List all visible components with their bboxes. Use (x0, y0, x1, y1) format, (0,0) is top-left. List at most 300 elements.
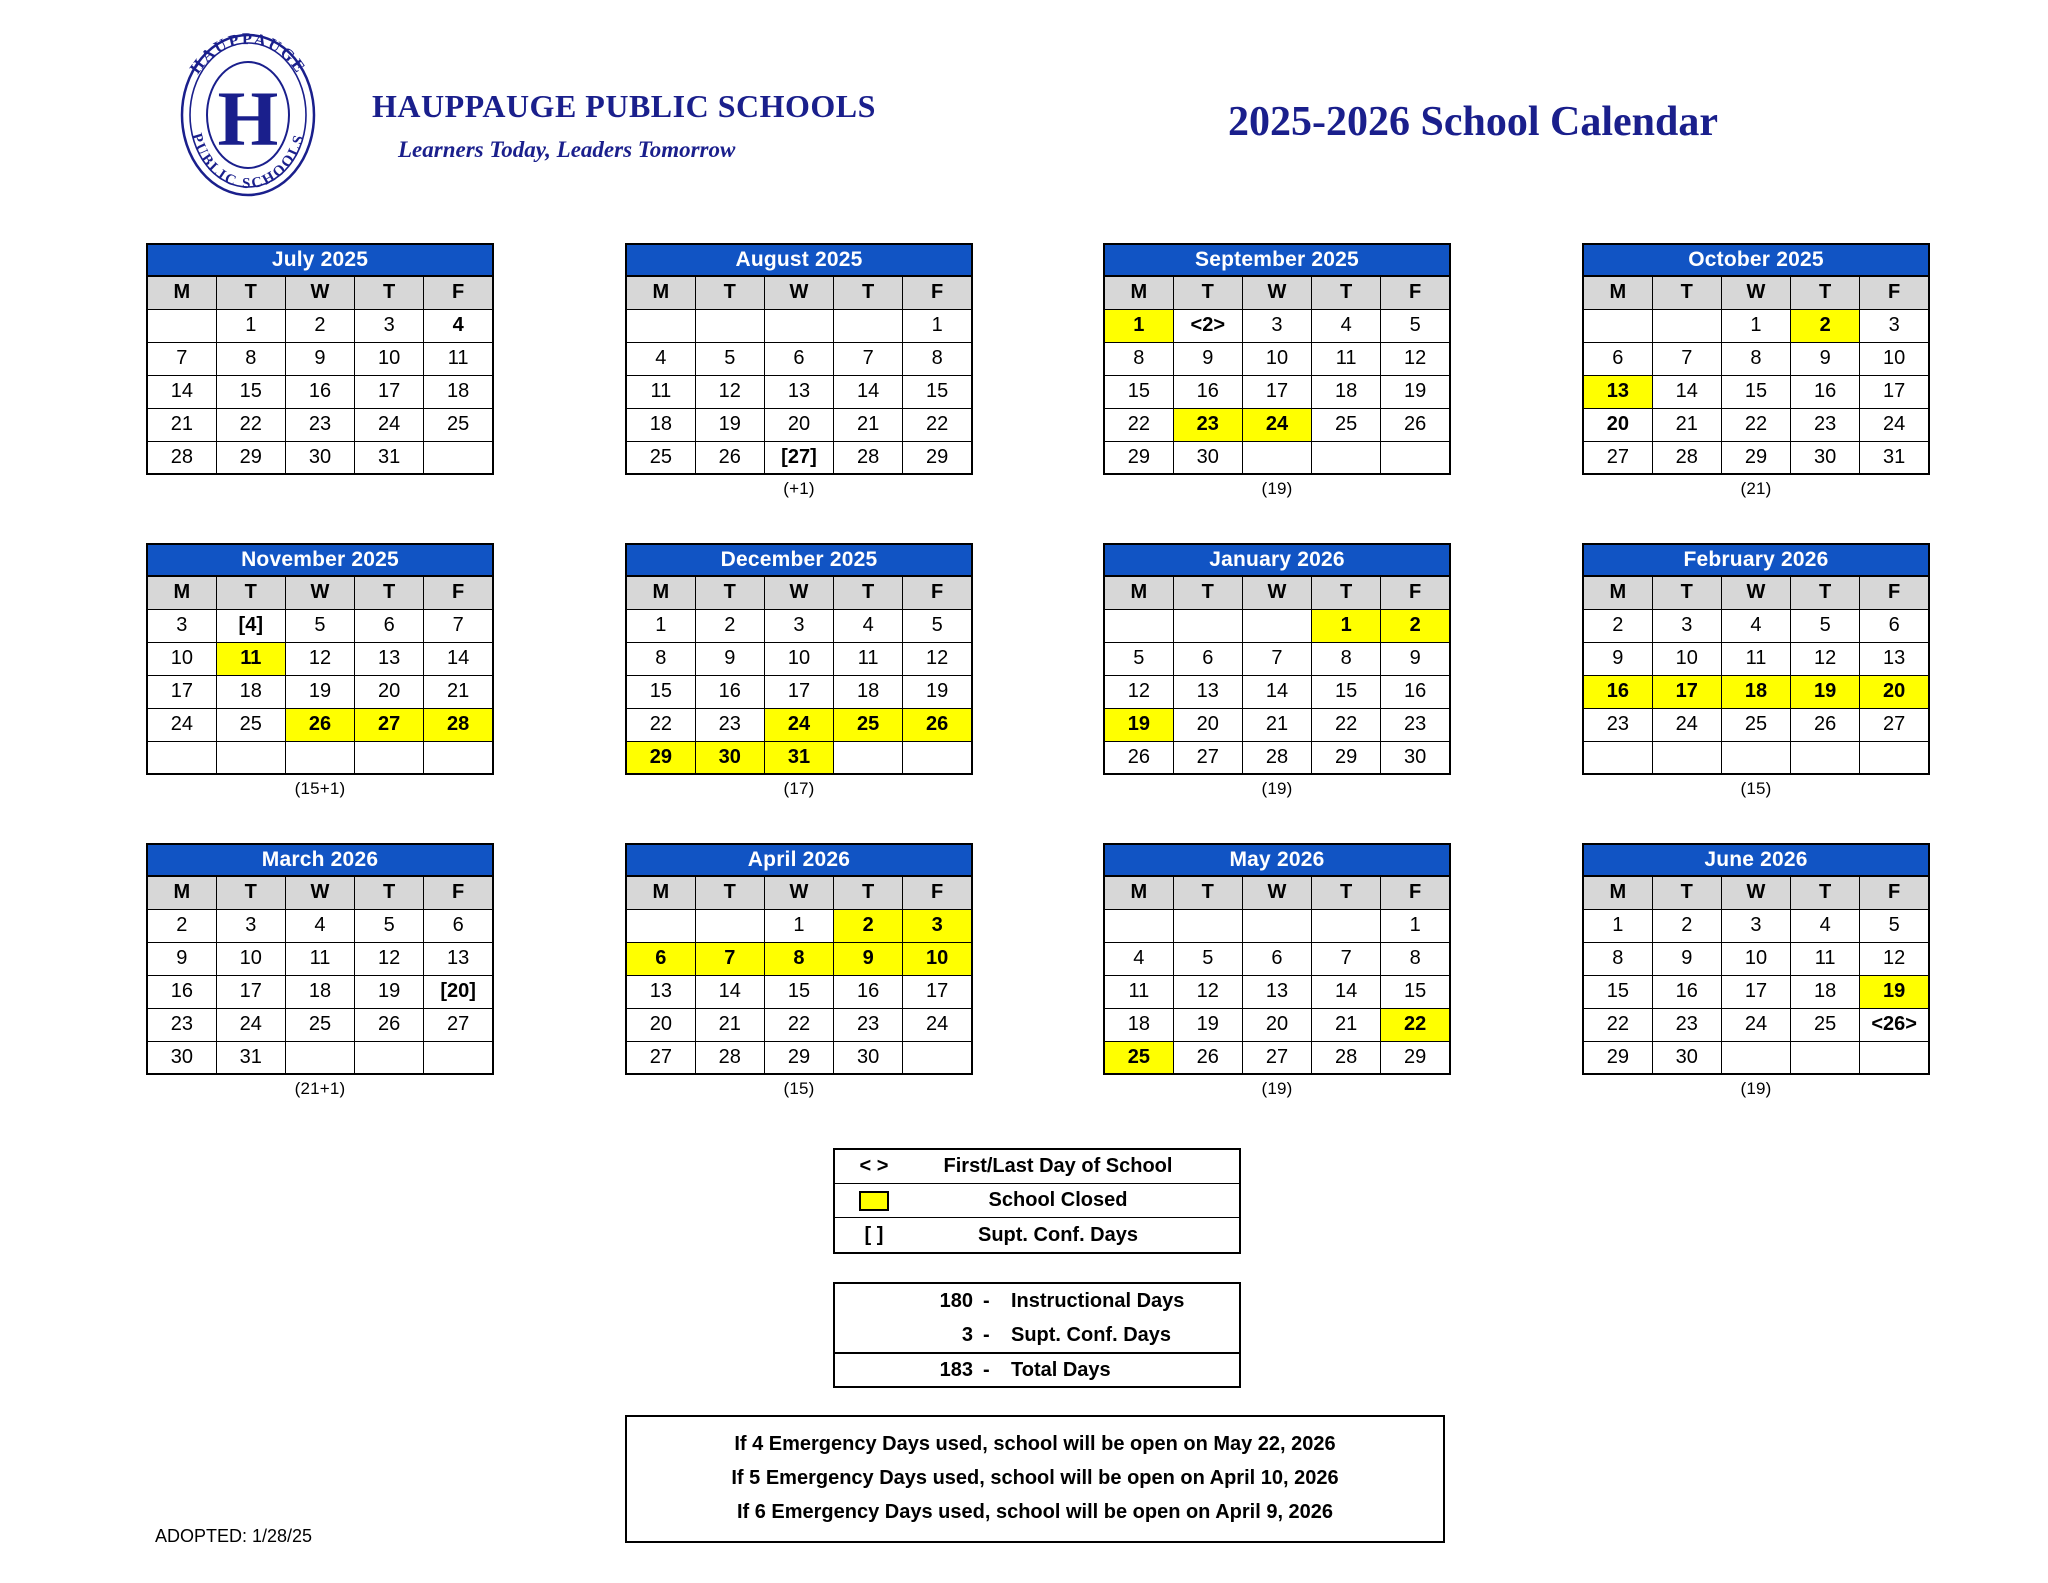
day-cell[interactable]: 19 (1381, 375, 1450, 408)
day-of-week-header: W (1721, 576, 1790, 609)
day-cell[interactable]: 2 (147, 909, 216, 942)
day-cell[interactable]: 18 (834, 675, 903, 708)
day-cell[interactable]: 24 (1721, 1008, 1790, 1041)
day-cell[interactable]: 17 (1652, 675, 1721, 708)
day-cell[interactable]: 6 (1583, 342, 1652, 375)
day-cell[interactable]: 6 (355, 609, 424, 642)
day-cell[interactable]: 17 (764, 675, 833, 708)
day-cell[interactable]: 9 (147, 942, 216, 975)
day-cell[interactable]: [27] (764, 441, 833, 474)
day-cell[interactable]: 26 (1791, 708, 1860, 741)
day-cell[interactable]: 21 (1312, 1008, 1381, 1041)
day-cell[interactable]: 5 (1791, 609, 1860, 642)
day-cell[interactable]: 21 (1242, 708, 1311, 741)
day-cell[interactable]: 25 (285, 1008, 354, 1041)
day-cell[interactable]: 28 (1652, 441, 1721, 474)
day-cell[interactable]: 30 (1173, 441, 1242, 474)
week-row (147, 675, 493, 708)
day-cell[interactable]: 26 (355, 1008, 424, 1041)
day-cell[interactable]: 8 (764, 942, 833, 975)
day-cell[interactable]: 16 (1173, 375, 1242, 408)
day-cell[interactable]: 12 (1860, 942, 1929, 975)
day-cell[interactable]: 5 (285, 609, 354, 642)
day-cell[interactable]: 5 (355, 909, 424, 942)
day-of-week-header: T (355, 276, 424, 309)
day-cell[interactable]: 30 (1652, 1041, 1721, 1074)
day-cell[interactable]: 2 (1652, 909, 1721, 942)
day-cell[interactable]: 12 (903, 642, 972, 675)
day-cell[interactable]: 4 (285, 909, 354, 942)
day-cell[interactable]: 17 (355, 375, 424, 408)
day-cell[interactable]: 30 (1791, 441, 1860, 474)
day-cell[interactable]: 9 (285, 342, 354, 375)
day-cell[interactable]: 8 (903, 342, 972, 375)
totals-number: 3 (961, 1323, 973, 1346)
day-cell[interactable]: 5 (1381, 309, 1450, 342)
day-cell[interactable]: 17 (1242, 375, 1311, 408)
day-cell[interactable]: 8 (1381, 942, 1450, 975)
day-cell[interactable]: 3 (1652, 609, 1721, 642)
week-row (1583, 441, 1929, 474)
day-cell[interactable]: 22 (1721, 408, 1790, 441)
day-cell[interactable]: 24 (903, 1008, 972, 1041)
totals-dash: - (983, 1323, 990, 1346)
day-cell[interactable]: 29 (626, 741, 695, 774)
day-cell[interactable]: 21 (147, 408, 216, 441)
day-cell[interactable]: 2 (1791, 309, 1860, 342)
day-cell[interactable]: 2 (834, 909, 903, 942)
day-cell[interactable]: 29 (1583, 1041, 1652, 1074)
day-cell[interactable]: 24 (1860, 408, 1929, 441)
day-cell[interactable]: 8 (1312, 642, 1381, 675)
day-cell[interactable]: 21 (1652, 408, 1721, 441)
day-cell[interactable]: <26> (1860, 1008, 1929, 1041)
day-cell[interactable]: 13 (1583, 375, 1652, 408)
day-cell[interactable]: 4 (1312, 309, 1381, 342)
day-cell[interactable]: 29 (1721, 441, 1790, 474)
day-cell[interactable]: 26 (1381, 408, 1450, 441)
day-cell[interactable]: 12 (355, 942, 424, 975)
day-cell[interactable]: 27 (1173, 741, 1242, 774)
day-cell[interactable]: 2 (1583, 609, 1652, 642)
day-cell[interactable]: 9 (1791, 342, 1860, 375)
day-cell[interactable]: 21 (834, 408, 903, 441)
day-cell[interactable]: 28 (1312, 1041, 1381, 1074)
day-cell[interactable]: 17 (903, 975, 972, 1008)
day-cell[interactable]: 3 (1860, 309, 1929, 342)
day-cell[interactable]: 7 (424, 609, 493, 642)
day-cell[interactable]: 6 (1173, 642, 1242, 675)
day-cell[interactable]: 4 (1721, 609, 1790, 642)
day-cell[interactable]: 8 (1583, 942, 1652, 975)
day-cell[interactable]: 28 (695, 1041, 764, 1074)
day-cell[interactable]: 10 (1860, 342, 1929, 375)
day-cell[interactable]: 24 (216, 1008, 285, 1041)
day-cell[interactable]: 10 (147, 642, 216, 675)
month-title: September 2025 (1104, 244, 1450, 276)
day-cell[interactable]: 5 (695, 342, 764, 375)
day-of-week-header: W (1721, 276, 1790, 309)
emergency-days-box (625, 1415, 1445, 1543)
day-cell[interactable]: 6 (764, 342, 833, 375)
day-cell[interactable]: 10 (1721, 942, 1790, 975)
day-cell[interactable]: 23 (1791, 408, 1860, 441)
month-table (146, 543, 494, 775)
day-cell[interactable]: 9 (1173, 342, 1242, 375)
day-cell[interactable]: 18 (424, 375, 493, 408)
week-row (1104, 1008, 1450, 1041)
day-cell[interactable]: 22 (1104, 408, 1173, 441)
day-cell[interactable]: 16 (1381, 675, 1450, 708)
day-cell[interactable]: 17 (216, 975, 285, 1008)
day-cell[interactable]: 12 (695, 375, 764, 408)
day-cell-empty (1242, 441, 1311, 474)
day-cell[interactable]: 13 (355, 642, 424, 675)
day-cell[interactable]: 11 (216, 642, 285, 675)
day-cell[interactable]: 20 (764, 408, 833, 441)
day-cell[interactable]: 8 (1721, 342, 1790, 375)
day-cell[interactable]: 3 (1721, 909, 1790, 942)
day-cell[interactable]: 25 (1791, 1008, 1860, 1041)
day-cell[interactable]: 4 (1791, 909, 1860, 942)
day-cell[interactable]: 14 (695, 975, 764, 1008)
day-cell[interactable]: 20 (626, 1008, 695, 1041)
day-cell[interactable]: 8 (1104, 342, 1173, 375)
day-cell[interactable]: 25 (424, 408, 493, 441)
month-title: October 2025 (1583, 244, 1929, 276)
week-row (147, 609, 493, 642)
day-cell[interactable]: 16 (1652, 975, 1721, 1008)
week-row (1583, 375, 1929, 408)
legend-swatch-cell (835, 1191, 913, 1211)
week-row (626, 741, 972, 774)
day-cell[interactable]: 18 (626, 408, 695, 441)
day-cell[interactable]: 26 (1173, 1041, 1242, 1074)
day-cell[interactable]: 11 (1721, 642, 1790, 675)
day-cell[interactable]: 21 (424, 675, 493, 708)
day-cell[interactable]: 20 (355, 675, 424, 708)
day-cell[interactable]: 4 (424, 309, 493, 342)
day-cell[interactable]: 12 (285, 642, 354, 675)
day-cell[interactable]: 18 (1312, 375, 1381, 408)
day-cell[interactable]: 9 (695, 642, 764, 675)
day-cell[interactable]: 27 (1860, 708, 1929, 741)
day-cell[interactable]: 28 (1242, 741, 1311, 774)
day-cell[interactable]: 11 (1312, 342, 1381, 375)
day-cell[interactable]: 24 (1242, 408, 1311, 441)
day-cell-empty (355, 1041, 424, 1074)
day-cell-empty (285, 741, 354, 774)
day-cell[interactable]: 9 (1381, 642, 1450, 675)
day-cell[interactable]: 25 (216, 708, 285, 741)
month-table (1582, 543, 1930, 775)
day-cell[interactable]: 31 (1860, 441, 1929, 474)
day-cell[interactable]: 5 (1860, 909, 1929, 942)
day-cell[interactable]: 10 (1652, 642, 1721, 675)
day-cell[interactable]: 19 (1791, 675, 1860, 708)
day-cell[interactable]: 20 (1583, 408, 1652, 441)
day-cell[interactable]: 15 (1381, 975, 1450, 1008)
day-cell[interactable]: 23 (1173, 408, 1242, 441)
day-cell[interactable]: 31 (355, 441, 424, 474)
day-cell[interactable]: 23 (147, 1008, 216, 1041)
day-cell[interactable]: 22 (1381, 1008, 1450, 1041)
day-cell[interactable]: 23 (1652, 1008, 1721, 1041)
day-cell[interactable]: 15 (1583, 975, 1652, 1008)
day-cell[interactable]: 10 (216, 942, 285, 975)
day-cell[interactable]: 22 (1312, 708, 1381, 741)
day-cell[interactable]: 11 (285, 942, 354, 975)
day-cell[interactable]: 14 (147, 375, 216, 408)
day-cell[interactable]: <2> (1173, 309, 1242, 342)
day-cell[interactable]: 14 (1652, 375, 1721, 408)
day-cell[interactable]: 6 (626, 942, 695, 975)
day-cell[interactable]: 10 (903, 942, 972, 975)
day-cell[interactable]: 9 (1652, 942, 1721, 975)
day-cell[interactable]: 12 (1173, 975, 1242, 1008)
day-cell[interactable]: 1 (903, 309, 972, 342)
day-cell[interactable]: 13 (1860, 642, 1929, 675)
day-cell[interactable]: 13 (764, 375, 833, 408)
day-cell[interactable]: 16 (285, 375, 354, 408)
day-cell[interactable]: 16 (695, 675, 764, 708)
day-cell[interactable]: 11 (626, 375, 695, 408)
day-cell[interactable]: 27 (626, 1041, 695, 1074)
day-cell[interactable]: 7 (695, 942, 764, 975)
day-cell[interactable]: 22 (764, 1008, 833, 1041)
day-cell[interactable]: 9 (1583, 642, 1652, 675)
district-identity (372, 88, 1012, 163)
day-of-week-header: W (764, 276, 833, 309)
day-cell[interactable]: 29 (1381, 1041, 1450, 1074)
adopted-date: ADOPTED: 1/28/25 (155, 1526, 313, 1546)
day-cell[interactable]: 27 (424, 1008, 493, 1041)
day-cell[interactable]: 15 (216, 375, 285, 408)
day-cell[interactable]: 26 (903, 708, 972, 741)
day-cell[interactable]: 11 (1791, 942, 1860, 975)
day-cell[interactable]: 6 (1242, 942, 1311, 975)
day-cell[interactable]: 14 (1312, 975, 1381, 1008)
day-cell[interactable]: 16 (834, 975, 903, 1008)
day-cell[interactable]: 22 (626, 708, 695, 741)
day-cell[interactable]: 22 (216, 408, 285, 441)
day-cell[interactable]: 8 (216, 342, 285, 375)
day-cell[interactable]: 4 (834, 609, 903, 642)
day-cell[interactable]: 15 (764, 975, 833, 1008)
day-of-week-header: T (1791, 876, 1860, 909)
day-cell[interactable]: 28 (834, 441, 903, 474)
day-cell[interactable]: 23 (1583, 708, 1652, 741)
day-cell[interactable]: 1 (1721, 309, 1790, 342)
day-cell[interactable]: 30 (147, 1041, 216, 1074)
day-cell[interactable]: 27 (1242, 1041, 1311, 1074)
day-cell[interactable]: 24 (147, 708, 216, 741)
day-cell[interactable]: 17 (1721, 975, 1790, 1008)
day-cell[interactable]: 21 (695, 1008, 764, 1041)
week-row (1583, 942, 1929, 975)
day-cell[interactable]: 12 (1791, 642, 1860, 675)
month-table (146, 243, 494, 475)
day-of-week-header: M (626, 576, 695, 609)
day-cell[interactable]: 3 (903, 909, 972, 942)
day-cell[interactable]: 27 (355, 708, 424, 741)
day-cell[interactable]: 24 (1652, 708, 1721, 741)
day-cell[interactable]: 22 (903, 408, 972, 441)
day-cell[interactable]: 5 (903, 609, 972, 642)
day-cell[interactable]: 6 (1860, 609, 1929, 642)
day-cell[interactable]: 7 (1312, 942, 1381, 975)
month-day-count: (19) (1740, 1079, 1772, 1098)
day-cell[interactable]: 3 (147, 609, 216, 642)
day-cell[interactable]: 17 (1860, 375, 1929, 408)
day-cell[interactable]: 29 (1312, 741, 1381, 774)
day-cell[interactable]: 10 (1242, 342, 1311, 375)
week-row (626, 309, 972, 342)
month-table (625, 243, 973, 475)
day-cell[interactable]: 13 (1242, 975, 1311, 1008)
day-cell[interactable]: 30 (1381, 741, 1450, 774)
day-cell[interactable]: 26 (695, 441, 764, 474)
day-cell-empty (1173, 609, 1242, 642)
day-cell[interactable]: 2 (285, 309, 354, 342)
day-cell[interactable]: 15 (626, 675, 695, 708)
day-cell[interactable]: 19 (903, 675, 972, 708)
day-cell[interactable]: 19 (1860, 975, 1929, 1008)
day-cell[interactable]: 12 (1104, 675, 1173, 708)
day-cell[interactable]: 11 (424, 342, 493, 375)
day-cell[interactable]: [20] (424, 975, 493, 1008)
day-cell[interactable]: 1 (1104, 309, 1173, 342)
day-cell[interactable]: 1 (1381, 909, 1450, 942)
emergency-day-line: If 4 Emergency Days used, school will be open on May 22, 2026 (734, 1433, 1336, 1455)
day-cell[interactable]: 1 (1583, 909, 1652, 942)
day-cell[interactable]: 25 (834, 708, 903, 741)
day-cell[interactable]: 12 (1381, 342, 1450, 375)
day-cell[interactable]: 1 (216, 309, 285, 342)
day-cell[interactable]: 15 (903, 375, 972, 408)
day-cell[interactable]: 18 (1721, 675, 1790, 708)
day-cell[interactable]: 14 (1242, 675, 1311, 708)
day-cell[interactable]: 18 (1791, 975, 1860, 1008)
day-cell[interactable]: 25 (1312, 408, 1381, 441)
day-cell[interactable]: 5 (1173, 942, 1242, 975)
day-cell[interactable]: 24 (355, 408, 424, 441)
day-cell[interactable]: 4 (626, 342, 695, 375)
day-cell[interactable]: 10 (355, 342, 424, 375)
day-cell[interactable]: 8 (626, 642, 695, 675)
day-cell[interactable]: 20 (1860, 675, 1929, 708)
day-cell[interactable]: 7 (1242, 642, 1311, 675)
day-cell[interactable]: 22 (1583, 1008, 1652, 1041)
day-cell[interactable]: 29 (216, 441, 285, 474)
day-cell[interactable]: 5 (1104, 642, 1173, 675)
day-cell[interactable]: 14 (424, 642, 493, 675)
day-cell[interactable]: 25 (1721, 708, 1790, 741)
day-cell[interactable]: 31 (764, 741, 833, 774)
day-cell[interactable]: 16 (1583, 675, 1652, 708)
month-table (625, 543, 973, 775)
day-cell[interactable]: 11 (1104, 975, 1173, 1008)
day-cell[interactable]: 17 (147, 675, 216, 708)
day-cell[interactable]: 7 (147, 342, 216, 375)
day-cell[interactable]: 3 (764, 609, 833, 642)
day-cell[interactable]: 3 (355, 309, 424, 342)
day-cell[interactable]: 23 (834, 1008, 903, 1041)
day-cell-empty (1104, 609, 1173, 642)
day-of-week-header: F (1860, 576, 1929, 609)
day-cell[interactable]: 19 (695, 408, 764, 441)
day-cell[interactable]: 29 (903, 441, 972, 474)
day-cell[interactable]: 29 (1104, 441, 1173, 474)
day-cell[interactable]: 3 (1242, 309, 1311, 342)
day-cell[interactable]: 20 (1242, 1008, 1311, 1041)
day-cell[interactable]: 9 (834, 942, 903, 975)
day-cell[interactable]: 25 (626, 441, 695, 474)
day-cell[interactable]: 19 (1173, 1008, 1242, 1041)
day-cell[interactable]: 30 (285, 441, 354, 474)
day-cell[interactable]: 16 (147, 975, 216, 1008)
week-row (626, 342, 972, 375)
day-cell[interactable]: 19 (355, 975, 424, 1008)
day-cell[interactable]: 15 (1721, 375, 1790, 408)
day-cell[interactable]: 30 (695, 741, 764, 774)
day-cell[interactable]: 14 (834, 375, 903, 408)
day-cell[interactable]: 18 (285, 975, 354, 1008)
day-cell[interactable]: 31 (216, 1041, 285, 1074)
day-cell[interactable]: 19 (1104, 708, 1173, 741)
day-cell[interactable]: 18 (1104, 1008, 1173, 1041)
day-cell[interactable]: 13 (1173, 675, 1242, 708)
day-cell[interactable]: 2 (1381, 609, 1450, 642)
day-cell[interactable]: 25 (1104, 1041, 1173, 1074)
day-cell[interactable]: 24 (764, 708, 833, 741)
day-cell[interactable]: 7 (1652, 342, 1721, 375)
day-cell[interactable]: 23 (285, 408, 354, 441)
day-cell[interactable]: 6 (424, 909, 493, 942)
week-row (1104, 408, 1450, 441)
day-cell[interactable]: 13 (424, 942, 493, 975)
day-cell[interactable]: [4] (216, 609, 285, 642)
month-day-count: (+1) (783, 479, 815, 498)
day-cell[interactable]: 3 (216, 909, 285, 942)
day-cell[interactable]: 1 (1312, 609, 1381, 642)
day-cell[interactable]: 1 (764, 909, 833, 942)
day-cell[interactable]: 18 (216, 675, 285, 708)
day-cell[interactable]: 26 (285, 708, 354, 741)
day-cell[interactable]: 7 (834, 342, 903, 375)
day-cell[interactable]: 15 (1312, 675, 1381, 708)
day-cell[interactable]: 20 (1173, 708, 1242, 741)
week-row (1104, 741, 1450, 774)
day-cell[interactable]: 10 (764, 642, 833, 675)
day-cell[interactable]: 23 (695, 708, 764, 741)
day-cell[interactable]: 11 (834, 642, 903, 675)
day-cell[interactable]: 30 (834, 1041, 903, 1074)
day-cell[interactable]: 26 (1104, 741, 1173, 774)
day-cell[interactable]: 23 (1381, 708, 1450, 741)
day-cell[interactable]: 28 (424, 708, 493, 741)
day-cell[interactable]: 13 (626, 975, 695, 1008)
day-cell[interactable]: 28 (147, 441, 216, 474)
day-cell[interactable]: 2 (695, 609, 764, 642)
day-cell[interactable]: 15 (1104, 375, 1173, 408)
day-cell[interactable]: 4 (1104, 942, 1173, 975)
day-cell[interactable]: 27 (1583, 441, 1652, 474)
day-cell[interactable]: 16 (1791, 375, 1860, 408)
day-cell[interactable]: 19 (285, 675, 354, 708)
day-cell[interactable]: 29 (764, 1041, 833, 1074)
day-cell[interactable]: 1 (626, 609, 695, 642)
